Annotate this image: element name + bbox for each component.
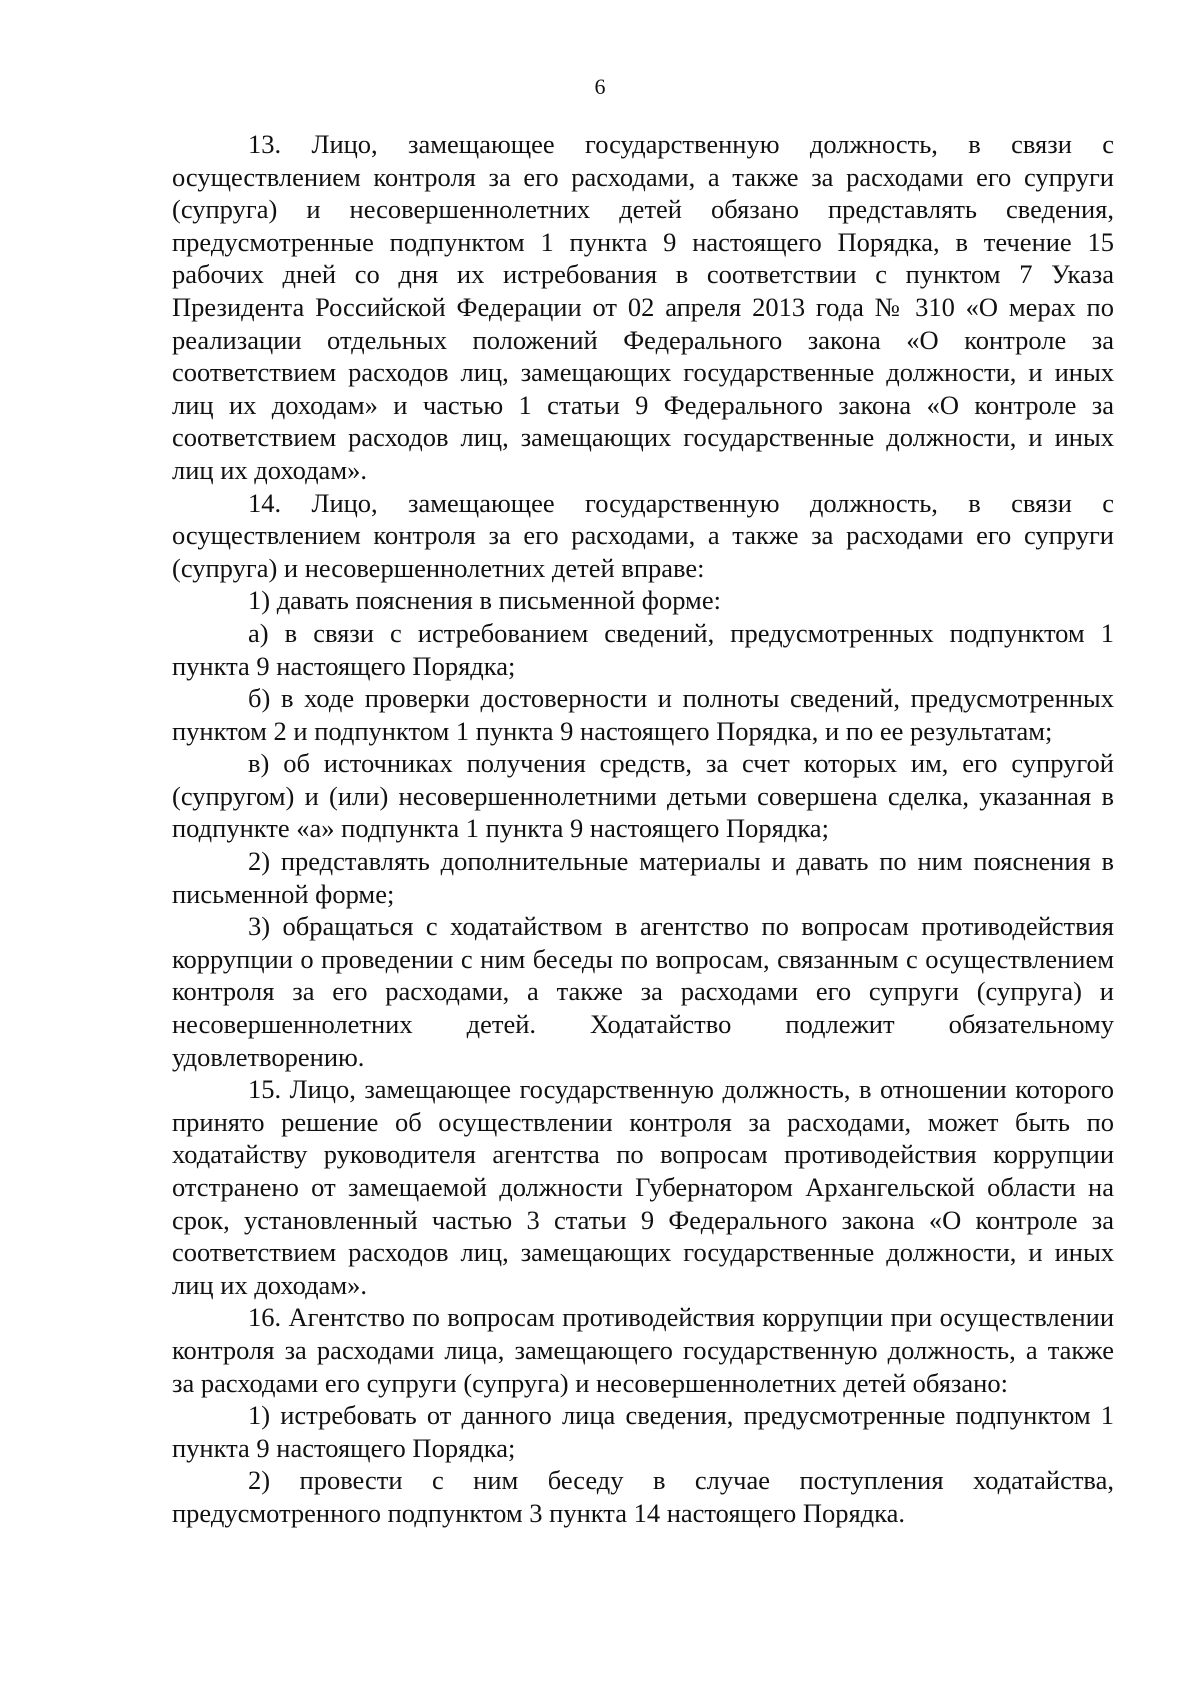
paragraph-14-item-2: 2) представлять дополнительные материалы и давать по ним пояснения в письменной форме; <box>172 846 1114 909</box>
paragraph-16-item-2: 2) провести с ним беседу в случае поступления ходатайства, предусмотренного подпунктом 3 пункта 14 настоящего Порядка. <box>172 1465 1114 1528</box>
paragraph-13: 13. Лицо, замещающее государственную должность, в связи с осуществлением контроля за его расходами, а также за расходами его супруги (супруга) и несовершеннолетних детей обязано представлять сведения, предусмотренные подпунктом 1 пункта 9 настоящего Порядка, в течение 15 рабочих дней со дня их истребования в соответствии с пунктом 7 Указа Президента Российской Федерации от 02 апреля 2013 года № 310 «О мерах по реализации отдельных положений Федерального закона «О контроле за соответствием расходов лиц, замещающих государственные должности, и иных лиц их доходам» и частью 1 статьи 9 Федерального закона «О контроле за соответствием расходов лиц, замещающих государственные должности, и иных лиц их доходам». <box>172 129 1114 485</box>
paragraph-14-item-1: 1) давать пояснения в письменной форме: <box>248 585 721 616</box>
paragraph-14-item-1-a: а) в связи с истребованием сведений, предусмотренных подпунктом 1 пункта 9 настоящего Порядка; <box>172 617 1114 681</box>
paragraph-14: 14. Лицо, замещающее государственную должность, в связи с осуществлением контроля за его расходами, а также за расходами его супруги (супруга) и несовершеннолетних детей вправе: <box>172 487 1114 583</box>
paragraph-14-item-3: 3) обращаться с ходатайством в агентство по вопросам противодействия коррупции о проведении с ним беседы по вопросам, связанным с осуществлением контроля за его расходами, а также за расходами его супруги (супруга) и несовершеннолетних детей. Ходатайство подлежит обязательному удовлетворению. <box>172 911 1114 1072</box>
paragraph-15: 15. Лицо, замещающее государственную должность, в отношении которого принято решение об осуществлении контроля за расходами, может быть по ходатайству руководителя агентства по вопросам противодействия коррупции отстранено от замещаемой должности Губернатором Архангельской области на срок, установленный частью 3 статьи 9 Федерального закона «О контроле за соответствием расходов лиц, замещающих государственные должности, и иных лиц их доходам». <box>172 1074 1114 1300</box>
paragraph-16-item-1: 1) истребовать от данного лица сведения, предусмотренные подпунктом 1 пункта 9 настоящего Порядка; <box>172 1400 1114 1463</box>
document-body <box>172 128 1114 1530</box>
paragraph-16: 16. Агентство по вопросам противодействия коррупции при осуществлении контроля за расходами лица, замещающего государственную должность, а также за расходами его супруги (супруга) и несовершеннолетних детей обязано: <box>172 1302 1114 1398</box>
paragraph-14-item-1-v: в) об источниках получения средств, за счет которых им, его супругой (супругом) и (или) несовершеннолетними детьми совершена сделка, указанная в подпункте «а» подпункта 1 пункта 9 настоящего Порядка; <box>172 748 1114 844</box>
page-number: 6 <box>594 74 606 99</box>
paragraph-14-item-1-b: б) в ходе проверки достоверности и полноты сведений, предусмотренных пунктом 2 и подпунктом 1 пункта 9 настоящего Порядка, и по ее результатам; <box>172 683 1114 746</box>
